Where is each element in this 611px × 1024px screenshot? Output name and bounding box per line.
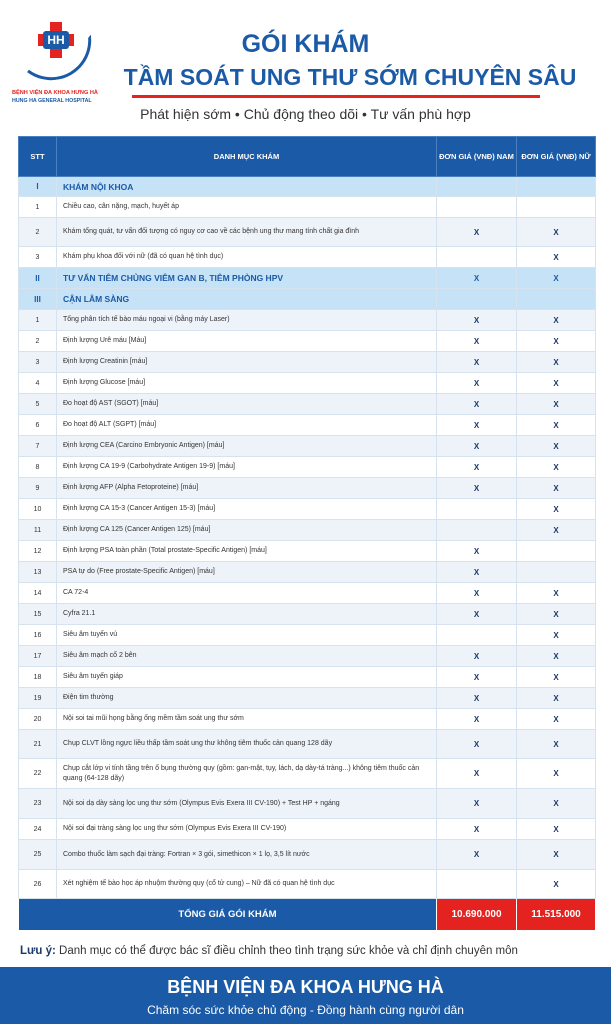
- row-name: KHÁM NỘI KHOA: [57, 177, 437, 197]
- table-row: [19, 520, 596, 541]
- row-name: Nội soi đại tràng sàng lọc ung thư sớm (Olympus Evis Exera III CV-190): [57, 819, 437, 840]
- row-male-mark: X: [437, 541, 517, 562]
- table-row: [19, 604, 596, 625]
- table-row: [19, 730, 596, 759]
- row-name: Xét nghiệm tế bào học áp nhuộm thường quy (cổ tử cung) – Nữ đã có quan hệ tình dục: [57, 870, 437, 899]
- total-row: [19, 899, 596, 931]
- row-name: Định lượng CEA (Carcino Embryonic Antigen) [máu]: [57, 436, 437, 457]
- row-stt: 10: [19, 499, 57, 520]
- table-row: [19, 394, 596, 415]
- row-name: Đo hoạt độ AST (SGOT) [máu]: [57, 394, 437, 415]
- note-text: Danh mục có thể được bác sĩ điều chỉnh theo tình trạng sức khỏe và chỉ định chuyên môn: [55, 945, 518, 957]
- row-male-mark: X: [437, 730, 517, 759]
- row-male-mark: X: [437, 457, 517, 478]
- row-stt: 24: [19, 819, 57, 840]
- row-female-mark: [517, 289, 596, 310]
- table-row: [19, 218, 596, 247]
- row-female-mark: X: [517, 247, 596, 268]
- page-footer: [0, 967, 611, 1024]
- row-female-mark: X: [517, 352, 596, 373]
- row-name: Định lượng Urê máu [Máu]: [57, 331, 437, 352]
- row-male-mark: [437, 499, 517, 520]
- total-label: TỔNG GIÁ GÓI KHÁM: [19, 899, 437, 931]
- row-stt: 25: [19, 840, 57, 870]
- row-male-mark: X: [437, 583, 517, 604]
- page-subtitle: TẦM SOÁT UNG THƯ SỚM CHUYÊN SÂU: [123, 64, 577, 90]
- row-male-mark: X: [437, 436, 517, 457]
- row-stt: 3: [19, 247, 57, 268]
- row-female-mark: X: [517, 394, 596, 415]
- row-female-mark: X: [517, 688, 596, 709]
- row-female-mark: X: [517, 667, 596, 688]
- table-row: [19, 789, 596, 819]
- row-stt: 11: [19, 520, 57, 541]
- row-female-mark: X: [517, 730, 596, 759]
- row-female-mark: [517, 177, 596, 197]
- row-male-mark: X: [437, 373, 517, 394]
- row-stt: 1: [19, 310, 57, 331]
- row-male-mark: [437, 625, 517, 646]
- row-name: Đo hoạt độ ALT (SGPT) [máu]: [57, 415, 437, 436]
- row-name: Chụp cắt lớp vi tính tầng trên ổ bụng thường quy (gồm: gan-mật, tụy, lách, dạ dày-tá tràng...) không tiêm thuốc cản quang (64-128 dãy): [57, 759, 437, 789]
- table-row: [19, 709, 596, 730]
- section-row: [19, 289, 596, 310]
- row-female-mark: X: [517, 520, 596, 541]
- row-male-mark: X: [437, 840, 517, 870]
- row-name: Siêu âm tuyến giáp: [57, 667, 437, 688]
- row-name: Siêu âm mạch cổ 2 bên: [57, 646, 437, 667]
- row-name: Nội soi dạ dày sàng lọc ung thư sớm (Olympus Evis Exera III CV-190) + Test HP + ngáng: [57, 789, 437, 819]
- row-name: CA 72-4: [57, 583, 437, 604]
- row-male-mark: [437, 520, 517, 541]
- tagline: Phát hiện sớm • Chủ động theo dõi • Tư vấn phù hợp: [140, 106, 471, 122]
- table-row: [19, 562, 596, 583]
- logo-hospital-name-en: HUNG HA GENERAL HOSPITAL: [12, 98, 92, 104]
- row-male-mark: X: [437, 759, 517, 789]
- table-row: [19, 247, 596, 268]
- row-female-mark: X: [517, 759, 596, 789]
- row-female-mark: X: [517, 436, 596, 457]
- row-stt: 2: [19, 331, 57, 352]
- col-male-price-header: ĐƠN GIÁ (VNĐ) NAM: [437, 137, 517, 177]
- row-name: Cyfra 21.1: [57, 604, 437, 625]
- row-stt: 21: [19, 730, 57, 759]
- row-stt: 22: [19, 759, 57, 789]
- page-title: GÓI KHÁM: [241, 30, 370, 58]
- row-stt: 13: [19, 562, 57, 583]
- row-female-mark: X: [517, 331, 596, 352]
- row-stt: 20: [19, 709, 57, 730]
- row-stt: 4: [19, 373, 57, 394]
- table-row: [19, 646, 596, 667]
- row-name: CẬN LÂM SÀNG: [57, 289, 437, 310]
- table-row: [19, 583, 596, 604]
- col-female-price-header: ĐƠN GIÁ (VNĐ) NỮ: [517, 137, 596, 177]
- row-name: Định lượng CA 19-9 (Carbohydrate Antigen 19-9) [máu]: [57, 457, 437, 478]
- total-female-price: 11.515.000: [517, 899, 596, 931]
- row-female-mark: X: [517, 709, 596, 730]
- row-name: Định lượng CA 15-3 (Cancer Antigen 15-3) [máu]: [57, 499, 437, 520]
- table-body: [19, 177, 596, 899]
- row-male-mark: X: [437, 604, 517, 625]
- row-name: Khám phụ khoa đối với nữ (đã có quan hệ tình dục): [57, 247, 437, 268]
- row-female-mark: X: [517, 583, 596, 604]
- table-row: [19, 819, 596, 840]
- row-female-mark: X: [517, 625, 596, 646]
- table-row: [19, 457, 596, 478]
- row-male-mark: X: [437, 709, 517, 730]
- row-male-mark: X: [437, 646, 517, 667]
- table-row: [19, 840, 596, 870]
- row-name: Điện tim thường: [57, 688, 437, 709]
- section-row: [19, 177, 596, 197]
- exam-package-table: [18, 136, 596, 931]
- section-row: [19, 268, 596, 289]
- row-female-mark: [517, 541, 596, 562]
- table-row: [19, 436, 596, 457]
- logo-mark: HH: [43, 31, 69, 49]
- row-female-mark: X: [517, 268, 596, 289]
- row-male-mark: X: [437, 688, 517, 709]
- row-female-mark: X: [517, 457, 596, 478]
- table-row: [19, 759, 596, 789]
- table-row: [19, 415, 596, 436]
- row-stt: 15: [19, 604, 57, 625]
- row-stt: 26: [19, 870, 57, 899]
- row-male-mark: X: [437, 667, 517, 688]
- col-stt-header: STT: [19, 137, 57, 177]
- row-female-mark: X: [517, 499, 596, 520]
- row-female-mark: X: [517, 840, 596, 870]
- table-row: [19, 870, 596, 899]
- row-stt: I: [19, 177, 57, 197]
- row-male-mark: X: [437, 310, 517, 331]
- row-female-mark: X: [517, 218, 596, 247]
- row-name: PSA tự do (Free prostate-Specific Antigen) [máu]: [57, 562, 437, 583]
- row-stt: 18: [19, 667, 57, 688]
- row-stt: 23: [19, 789, 57, 819]
- row-female-mark: X: [517, 819, 596, 840]
- row-stt: 7: [19, 436, 57, 457]
- table-row: [19, 373, 596, 394]
- row-male-mark: [437, 870, 517, 899]
- row-male-mark: X: [437, 789, 517, 819]
- row-female-mark: X: [517, 604, 596, 625]
- row-stt: 12: [19, 541, 57, 562]
- row-name: Combo thuốc làm sạch đại tràng: Fortran × 3 gói, simethicon × 1 lọ, 3,5 lít nước: [57, 840, 437, 870]
- row-female-mark: X: [517, 646, 596, 667]
- row-stt: III: [19, 289, 57, 310]
- row-male-mark: X: [437, 415, 517, 436]
- row-name: Định lượng AFP (Alpha Fetoproteine) [máu]: [57, 478, 437, 499]
- row-male-mark: X: [437, 352, 517, 373]
- col-name-header: DANH MỤC KHÁM: [57, 137, 437, 177]
- table-row: [19, 625, 596, 646]
- row-name: Tổng phân tích tế bào máu ngoại vi (bằng máy Laser): [57, 310, 437, 331]
- row-female-mark: X: [517, 310, 596, 331]
- row-stt: 3: [19, 352, 57, 373]
- table-row: [19, 478, 596, 499]
- row-male-mark: [437, 247, 517, 268]
- title-underline: [132, 95, 540, 98]
- row-female-mark: X: [517, 789, 596, 819]
- row-name: Nội soi tai mũi họng bằng ống mềm tầm soát ung thư sớm: [57, 709, 437, 730]
- note-label: Lưu ý:: [20, 945, 56, 957]
- table-row: [19, 688, 596, 709]
- table-row: [19, 331, 596, 352]
- row-female-mark: [517, 562, 596, 583]
- row-name: Định lượng PSA toàn phần (Total prostate-Specific Antigen) [máu]: [57, 541, 437, 562]
- row-female-mark: X: [517, 870, 596, 899]
- row-male-mark: [437, 177, 517, 197]
- row-male-mark: [437, 289, 517, 310]
- table-row: [19, 197, 596, 218]
- note: [20, 945, 605, 957]
- row-name: Chụp CLVT lồng ngực liều thấp tầm soát ung thư không tiêm thuốc cản quang 128 dãy: [57, 730, 437, 759]
- row-male-mark: X: [437, 218, 517, 247]
- row-stt: 6: [19, 415, 57, 436]
- row-male-mark: X: [437, 268, 517, 289]
- row-name: Siêu âm tuyến vú: [57, 625, 437, 646]
- total-male-price: 10.690.000: [437, 899, 517, 931]
- row-male-mark: X: [437, 331, 517, 352]
- row-male-mark: X: [437, 394, 517, 415]
- table-row: [19, 541, 596, 562]
- row-stt: 5: [19, 394, 57, 415]
- row-stt: 14: [19, 583, 57, 604]
- row-female-mark: [517, 197, 596, 218]
- table-row: [19, 667, 596, 688]
- row-name: Chiều cao, cân nặng, mạch, huyết áp: [57, 197, 437, 218]
- logo-hospital-name: BỆNH VIỆN ĐA KHOA HƯNG HÀ: [12, 90, 98, 96]
- row-female-mark: X: [517, 415, 596, 436]
- row-name: TƯ VẤN TIÊM CHỦNG VIÊM GAN B, TIÊM PHÒNG HPV: [57, 268, 437, 289]
- page-header: [0, 0, 611, 132]
- footer-hospital-name: BỆNH VIỆN ĐA KHOA HƯNG HÀ: [167, 977, 444, 997]
- row-stt: 8: [19, 457, 57, 478]
- row-stt: 19: [19, 688, 57, 709]
- row-stt: 1: [19, 197, 57, 218]
- table-header-row: [19, 137, 596, 177]
- footer-slogan: Chăm sóc sức khỏe chủ động - Đồng hành cùng người dân: [147, 1003, 464, 1017]
- row-stt: 9: [19, 478, 57, 499]
- row-male-mark: X: [437, 562, 517, 583]
- table-row: [19, 352, 596, 373]
- row-stt: 16: [19, 625, 57, 646]
- row-name: Định lượng Glucose [máu]: [57, 373, 437, 394]
- row-stt: 2: [19, 218, 57, 247]
- row-name: Định lượng Creatinin [máu]: [57, 352, 437, 373]
- row-female-mark: X: [517, 478, 596, 499]
- table-row: [19, 499, 596, 520]
- row-name: Định lượng CA 125 (Cancer Antigen 125) [máu]: [57, 520, 437, 541]
- row-name: Khám tổng quát, tư vấn đối tượng có nguy cơ cao về các bệnh ung thư mang tính chất gia đình: [57, 218, 437, 247]
- row-stt: II: [19, 268, 57, 289]
- table-row: [19, 310, 596, 331]
- row-male-mark: X: [437, 819, 517, 840]
- row-male-mark: [437, 197, 517, 218]
- row-female-mark: X: [517, 373, 596, 394]
- row-stt: 17: [19, 646, 57, 667]
- row-male-mark: X: [437, 478, 517, 499]
